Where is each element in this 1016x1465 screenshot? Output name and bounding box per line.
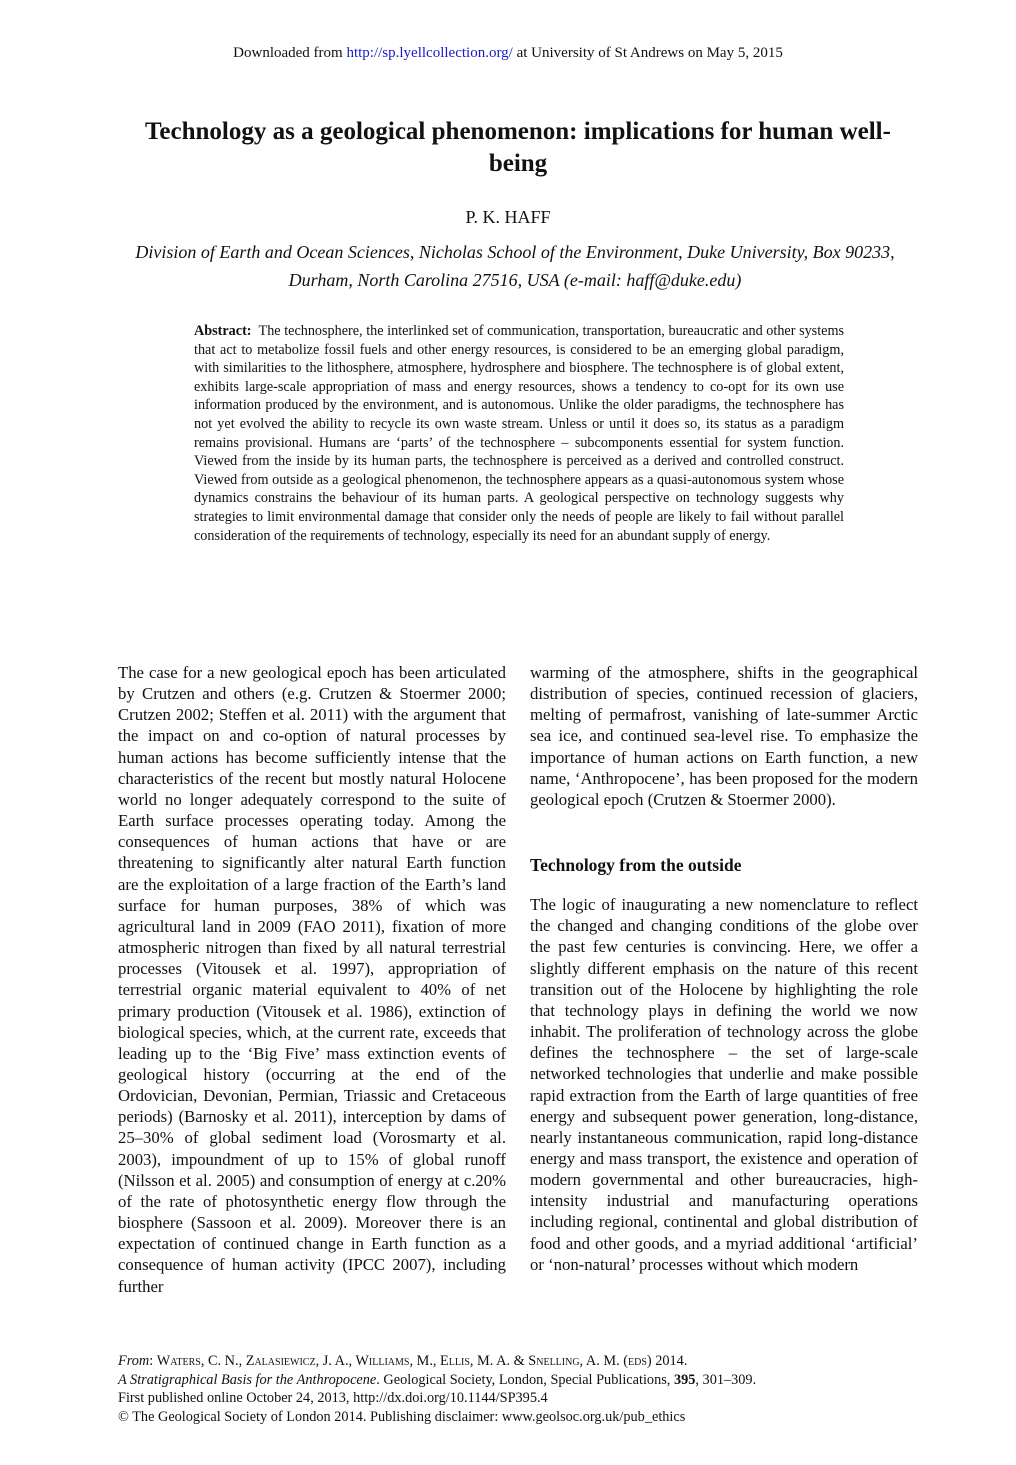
citation-editors-line: From: Waters, C. N., Zalasiewicz, J. A., Williams, M., Ellis, M. A. & Snelling, A. M. (eds) 2014. — [118, 1353, 688, 1369]
section-heading: Technology from the outside — [530, 855, 742, 876]
abstract-text: The technosphere, the interlinked set of communication, transportation, bureaucratic and other systems that act to metabolize fossil fuels and other energy resources, is considered to be an emerging global paradigm, with similarities to the lithosphere, atmosphere, hydrosphere and biosphere. The technosphere is of global extent, exhibits large-scale appropriation of mass and energy resources, shows a tendency to co-opt for its own use information produced by the environment, and is autonomous. Unlike the older paradigms, the technosphere has not yet evolved the ability to recycle its own waste stream. Unless or until it does so, its status as a paradigm remains provisional. Humans are ‘parts’ of the technosphere – subcomponents essential for system function. Viewed from the inside by its human parts, the technosphere is perceived as a derived and controlled construct. Viewed from outside as a geological phenomenon, the technosphere appears as a quasi-autonomous system whose dynamics constrains the behaviour of its human parts. A geological perspective on technology suggests why strategies to limit environmental damage that consider only the needs of people are likely to fail without parallel consideration of the requirements of technology, especially its need for an abundant supply of energy. — [194, 323, 845, 544]
citation-book-line — [118, 1371, 938, 1390]
article-title: Technology as a geological phenomenon: implications for human well-being — [145, 118, 891, 177]
pages: , 301–309. — [695, 1371, 757, 1388]
body-paragraph: The case for a new geological epoch has been articulated by Crutzen and others (e.g. Crutzen & Stoermer 2000; Crutzen 2002; Steffen et al. 2011) with the argument that the impact on and co-option of natural processes by human actions has become sufficiently intense that the characteristics of the recent but mostly natural Holocene world no longer adequately correspond to the suite of Earth surface processes operating today. Among the consequences of human actions that have or are threatening to significantly alter natural Earth function are the exploitation of a large fraction of the Earth’s land surface for human purposes, 38% of which was agricultural land in 2009 (FAO 2011), fixation of more atmospheric nitrogen than fixed by all natural terrestrial processes (Vitousek et al. 1997), appropriation of terrestrial organic material equivalent to 40% of net primary production (Vitousek et al. 1986), extinction of biological species, which, at the current rate, exceeds that leading up to the ‘Big Five’ mass extinction events of geological history (occurring at the end of the Ordovician, Devonian, Permian, Triassic and Cretaceous periods) (Barnosky et al. 2011), interception by dams of 25–30% of global sediment load (Vorosmarty et al. 2003), impoundment of up to 15% of global runoff (Nilsson et al. 2005) and consumption of energy at c.20% of the rate of photosynthetic energy flow through the biosphere (Sassoon et al. 2009). Moreover there is an expectation of continued change in Earth function as a consequence of human activity (IPCC 2007), including further — [118, 663, 506, 1296]
editors: Waters, C. N., Zalasiewicz, J. A., Williams, M., Ellis, M. A. & Snelling, A. M. (eds) 2014. — [156, 1353, 688, 1369]
download-banner — [0, 44, 1016, 62]
download-prefix: Downloaded from — [233, 45, 347, 61]
lyell-collection-link[interactable]: http://sp.lyellcollection.org/ — [346, 45, 513, 61]
abstract-label: Abstract: — [194, 323, 252, 339]
abstract — [194, 322, 844, 545]
article-author: P. K. HAFF — [465, 207, 551, 227]
copyright-line — [118, 1408, 938, 1427]
first-published: First published online October 24, 2013, http://dx.doi.org/10.1144/SP395.4 — [118, 1390, 548, 1406]
author-affiliation: Division of Earth and Ocean Sciences, Nicholas School of the Environment, Duke University, Box 90233, Durham, North Carolina 27516, USA (e-mail: haff@duke.edu) — [135, 242, 895, 290]
citation-footer — [118, 1352, 938, 1426]
from-label: From — [118, 1353, 150, 1369]
book-title: A Stratigraphical Basis for the Anthropocene — [118, 1371, 377, 1388]
body-right-column — [530, 662, 918, 1275]
publisher: . Geological Society, London, Special Publications, — [376, 1371, 674, 1388]
body-paragraph: The logic of inaugurating a new nomenclature to reflect the changed and changing conditions of the globe over the past few centuries is convincing. Here, we offer a slightly different emphasis on the nature of this recent transition out of the Holocene by highlighting the role that technology plays in defining the world we now inhabit. The proliferation of technology across the globe defines the technosphere – the set of large-scale networked technologies that underlie and make possible rapid extraction from the Earth of large quantities of free energy and subsequent power generation, long-distance, nearly instantaneous communication, rapid long-distance energy and mass transport, the existence and operation of modern governmental and other bureaucracies, high-intensity industrial and manufacturing operations including regional, continental and global distribution of food and other goods, and a myriad additional ‘artificial’ or ‘non-natural’ processes without which modern — [530, 895, 918, 1274]
copyright-text: The Geological Society of London 2014. Publishing disclaimer: www.geolsoc.org.uk/pub_ethics — [128, 1408, 686, 1425]
copyright-icon: © — [118, 1408, 129, 1425]
volume: 395 — [673, 1371, 696, 1388]
body-left-column — [118, 662, 506, 1297]
body-paragraph: warming of the atmosphere, shifts in the geographical distribution of species, continued recession of glaciers, melting of permafrost, vanishing of late-summer Arctic sea ice, and continued sea-level rise. To emphasize the importance of human actions on Earth function, a new name, ‘Anthropocene’, has been proposed for the modern geological epoch (Crutzen & Stoermer 2000). — [530, 663, 918, 809]
download-suffix: at University of St Andrews on May 5, 2015 — [512, 45, 783, 61]
